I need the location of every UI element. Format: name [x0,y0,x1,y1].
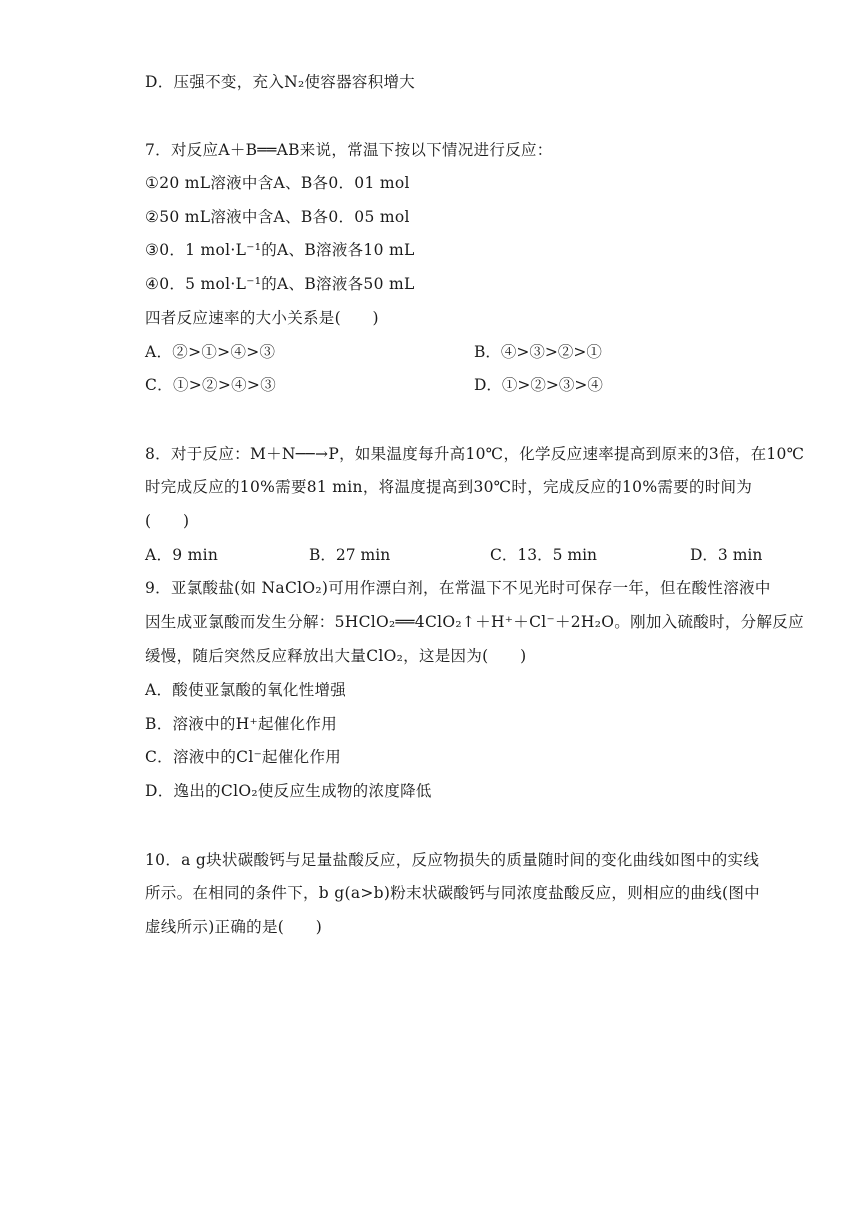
q9-option-c: C．溶液中的Cl⁻起催化作用 [145,748,342,766]
q9-line-1: 9．亚氯酸盐(如 NaClO₂)可用作漂白剂，在常温下不见光时可保存一年，但在酸性溶液中 [145,579,771,597]
q9-option-d: D．逸出的ClO₂使反应生成物的浓度降低 [145,782,432,800]
q10-line-2: 所示。在相同的条件下，b g(a>b)粉末状碳酸钙与同浓度盐酸反应，则相应的曲线(图中 [145,884,760,902]
q7-stem: 7．对反应A＋B══AB来说，常温下按以下情况进行反应： [145,141,553,159]
q10-line-1: 10．a g块状碳酸钙与足量盐酸反应，反应物损失的质量随时间的变化曲线如图中的实线 [145,851,760,869]
q6-option-d: D．压强不变，充入N₂使容器容积增大 [145,73,416,91]
q8-line-3: ( ) [145,512,190,530]
q7-option-d: D．①>②>③>④ [474,376,603,394]
q9-option-b: B．溶液中的H⁺起催化作用 [145,715,337,733]
q7-option-a: A．②>①>④>③ [145,343,276,361]
q7-option-c: C．①>②>④>③ [145,376,277,394]
q9-line-3: 缓慢，随后突然反应释放出大量ClO₂，这是因为( ) [145,647,527,665]
q9-line-2: 因生成亚氯酸而发生分解：5HClO₂══4ClO₂↑＋H⁺＋Cl⁻＋2H₂O。刚加入硫酸时，分解反应 [145,613,804,631]
q7-condition-1: ①20 mL溶液中含A、B各0．01 mol [145,174,410,192]
q8-line-1: 8．对于反应：M＋N──→P，如果温度每升高10℃，化学反应速率提高到原来的3倍，在10℃ [145,445,805,463]
q10-line-3: 虚线所示)正确的是( ) [145,918,323,936]
q8-option-b: B．27 min [309,546,391,564]
q8-option-c: C．13．5 min [490,546,598,564]
q8-line-2: 时完成反应的10%需要81 min，将温度提高到30℃时，完成反应的10%需要的时间为 [145,478,753,496]
q8-option-d: D．3 min [690,546,763,564]
q7-condition-4: ④0．5 mol·L⁻¹的A、B溶液各50 mL [145,275,415,293]
q7-question: 四者反应速率的大小关系是( ) [145,309,379,327]
q7-condition-2: ②50 mL溶液中含A、B各0．05 mol [145,208,410,226]
q8-option-a: A．9 min [145,546,219,564]
q9-option-a: A．酸使亚氯酸的氧化性增强 [145,681,347,699]
q7-option-b: B．④>③>②>① [474,343,602,361]
q7-condition-3: ③0．1 mol·L⁻¹的A、B溶液各10 mL [145,241,415,259]
